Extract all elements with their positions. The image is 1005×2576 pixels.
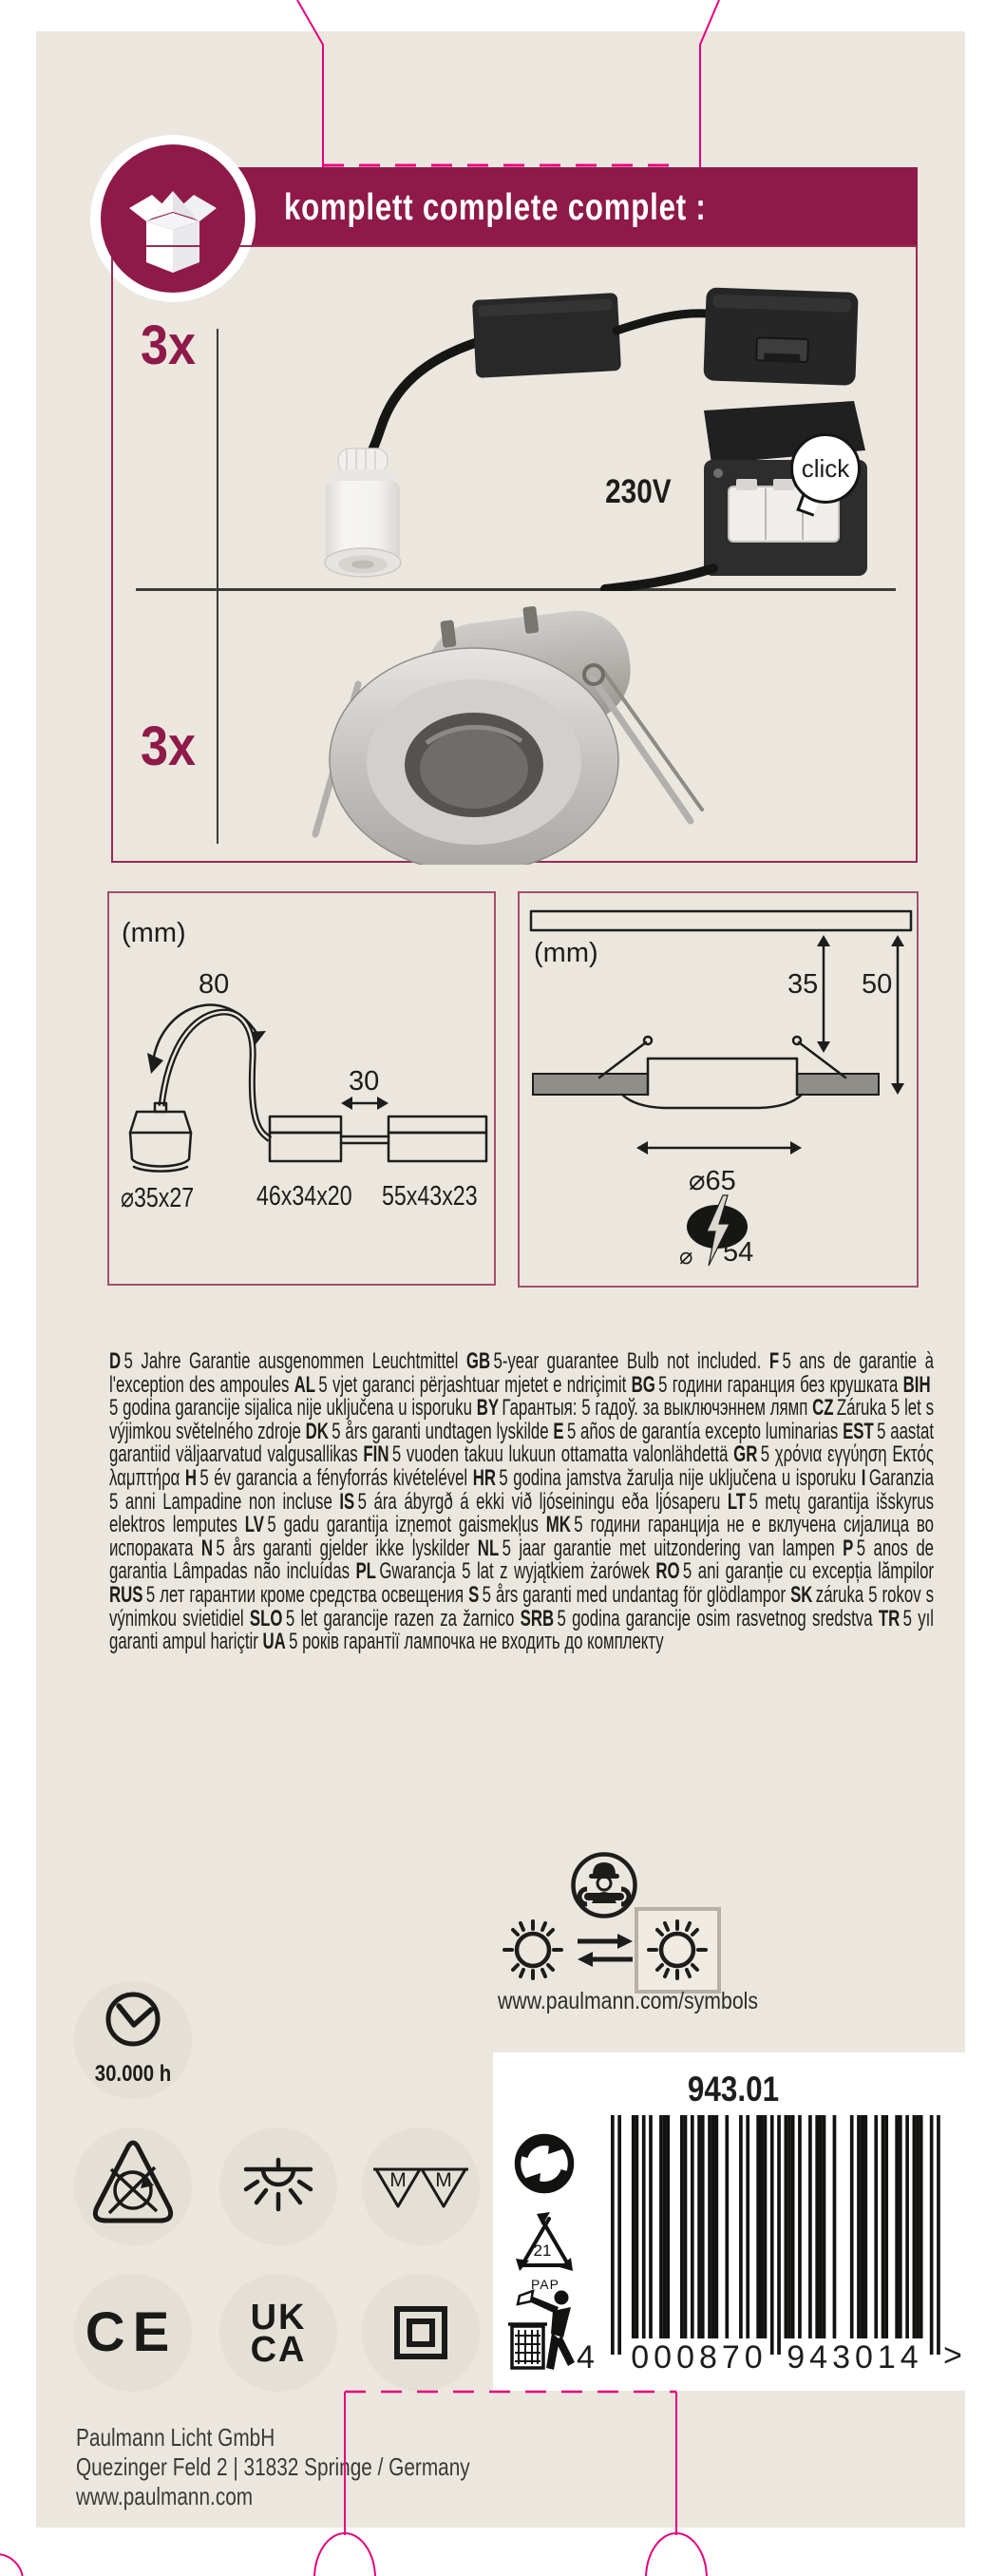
gap-value: 30 bbox=[349, 1066, 380, 1097]
guarantee-text: D 5 Jahre Garantie ausgenommen Leuchtmittel GB 5-year guarantee Bulb not included. F 5 ans de garantie à l'exception des ampoules AL 5 vjet garanci përjashtuar mjetet e ndriçimit BG 5 години гаранция без крушката BIH 5 godina garancije sijalica nije uključena u isporuku BY Гарантыя: 5 гадоў. за выключэннем лямп CZ Záruka 5 let s výjimkou světelného zdroje DK 5 års garanti undtagen lyskilde E 5 años de garantía excepto luminarias EST 5 aastat garantiid väljaarvatud valgusallikas FIN 5 vuoden takuu lukuun ottamatta valonlähdettä GR 5 χρόνια εγγύηση Εκτός λαμπτήρα H 5 év garancia a fényforrás kivételével HR 5 godina jamstva žarulja nije uključena u isporuku I Garanzia 5 anni Lampadine non incluse IS 5 ára ábyrgð á ekki við ljóseiningu eða ljósaperu LT 5 metų garantija išskyrus elektros lemputes LV 5 gadu garantija izņemot gaismekļus MK 5 години гаранција не е вклучена сијалица во испораката N 5 års garanti gjelder ikke lyskilder NL 5 jaar garantie met uitzondering van lampen P 5 anos de garantia Lâmpadas não incluídas PL Gwarancja 5 lat z wyjątkiem żarówek RO 5 ani garanție cu excepția lămpilor RUS 5 лет гарантии кроме средства освещения S 5 års garanti med undantag för glödlampor SK záruka 5 rokov s výnimkou svietidiel SLO 5 let garancije razen za žarnico SRB 5 godina garancije osim rasvetnog sredstva TR 5 yıl garanti ampul hariçtir UA 5 років гарантії лампочка не входить до комплекту bbox=[109, 1348, 935, 1655]
led-module-photo bbox=[325, 448, 401, 577]
module-size-label: ⌀35x27 bbox=[121, 1183, 195, 1213]
barcode-prefix: 4 bbox=[577, 2339, 595, 2376]
svg-text:M: M bbox=[389, 2169, 407, 2191]
ceiling-mount-badge bbox=[219, 2128, 337, 2245]
svg-text:PAP: PAP bbox=[531, 2277, 559, 2292]
unit-label: (mm) bbox=[534, 938, 598, 968]
double-triangle-quality-icon bbox=[362, 2128, 480, 2245]
contents-box bbox=[111, 245, 918, 863]
cable bbox=[364, 340, 484, 461]
dimensions-install-box bbox=[518, 891, 919, 1288]
barcode-group1: 000870 bbox=[631, 2339, 768, 2376]
ce-mark bbox=[74, 2274, 192, 2392]
replaceable-lightsource-icon bbox=[494, 1905, 722, 1995]
ukca-badge bbox=[219, 2274, 337, 2392]
click-bubble bbox=[790, 433, 861, 504]
ceiling-mount-icon bbox=[219, 2128, 337, 2245]
manufacturer-name: Paulmann Licht GmbH bbox=[76, 2423, 275, 2452]
recess-min-value: 35 bbox=[787, 969, 819, 1000]
cable-length-value: 80 bbox=[199, 969, 230, 1000]
row1-quantity: 3x bbox=[141, 315, 197, 376]
voltage-label: 230V bbox=[605, 473, 672, 510]
lamp-set-photo bbox=[113, 247, 920, 591]
svg-text:CA: CA bbox=[250, 2330, 307, 2370]
cable bbox=[616, 314, 708, 331]
not-dimmable-badge bbox=[74, 2128, 192, 2245]
connector-closed-photo bbox=[703, 287, 858, 386]
protection-class-2-icon bbox=[362, 2274, 480, 2392]
driver-size-label: 46x34x20 bbox=[256, 1181, 352, 1212]
unit-label: (mm) bbox=[122, 918, 186, 948]
symbols-url: www.paulmann.com/symbols bbox=[498, 1988, 758, 2014]
quality-mark-badge bbox=[362, 2128, 480, 2245]
svg-text:21: 21 bbox=[533, 2242, 552, 2260]
recycling-pap-icon bbox=[508, 2210, 582, 2294]
mounting-ring-photo bbox=[113, 591, 920, 865]
svg-text:UK: UK bbox=[250, 2298, 307, 2337]
led-driver-photo bbox=[472, 293, 621, 378]
dimensions-cable-box bbox=[107, 891, 496, 1286]
lifetime-value: 30.000 h bbox=[94, 2061, 172, 2087]
manufacturer-address bbox=[76, 2423, 568, 2511]
barcode-group2: 943014 bbox=[787, 2339, 923, 2376]
barcode-suffix: > bbox=[943, 2337, 962, 2374]
banner-label: komplett complete complet : bbox=[284, 187, 707, 228]
connector-size-label: 55x43x23 bbox=[382, 1181, 478, 1212]
ukca-mark bbox=[219, 2274, 337, 2392]
recess-depth-value: 50 bbox=[862, 969, 893, 1000]
cable-dimension-drawing bbox=[109, 893, 498, 1288]
article-number: 943.01 bbox=[687, 2070, 780, 2109]
lifetime-badge bbox=[74, 1981, 192, 2099]
not-dimmable-icon bbox=[74, 2128, 192, 2245]
barcode bbox=[611, 2115, 940, 2357]
hole-diameter-sign: ⌀ bbox=[679, 1244, 693, 1269]
hole-diameter-value: 54 bbox=[723, 1237, 754, 1268]
ce-badge bbox=[74, 2274, 192, 2392]
manufacturer-website: www.paulmann.com bbox=[76, 2482, 254, 2510]
svg-text:CE: CE bbox=[85, 2301, 178, 2363]
manufacturer-street: Quezinger Feld 2 | 31832 Springe / Germany bbox=[76, 2452, 470, 2481]
clock-icon bbox=[104, 1991, 161, 2048]
click-label: click bbox=[801, 453, 850, 483]
green-dot-icon bbox=[513, 2132, 576, 2195]
cutout-diameter-value: ⌀65 bbox=[689, 1166, 736, 1196]
svg-text:M: M bbox=[435, 2169, 452, 2191]
row2-quantity: 3x bbox=[141, 716, 197, 777]
protection-class-badge bbox=[362, 2274, 480, 2392]
